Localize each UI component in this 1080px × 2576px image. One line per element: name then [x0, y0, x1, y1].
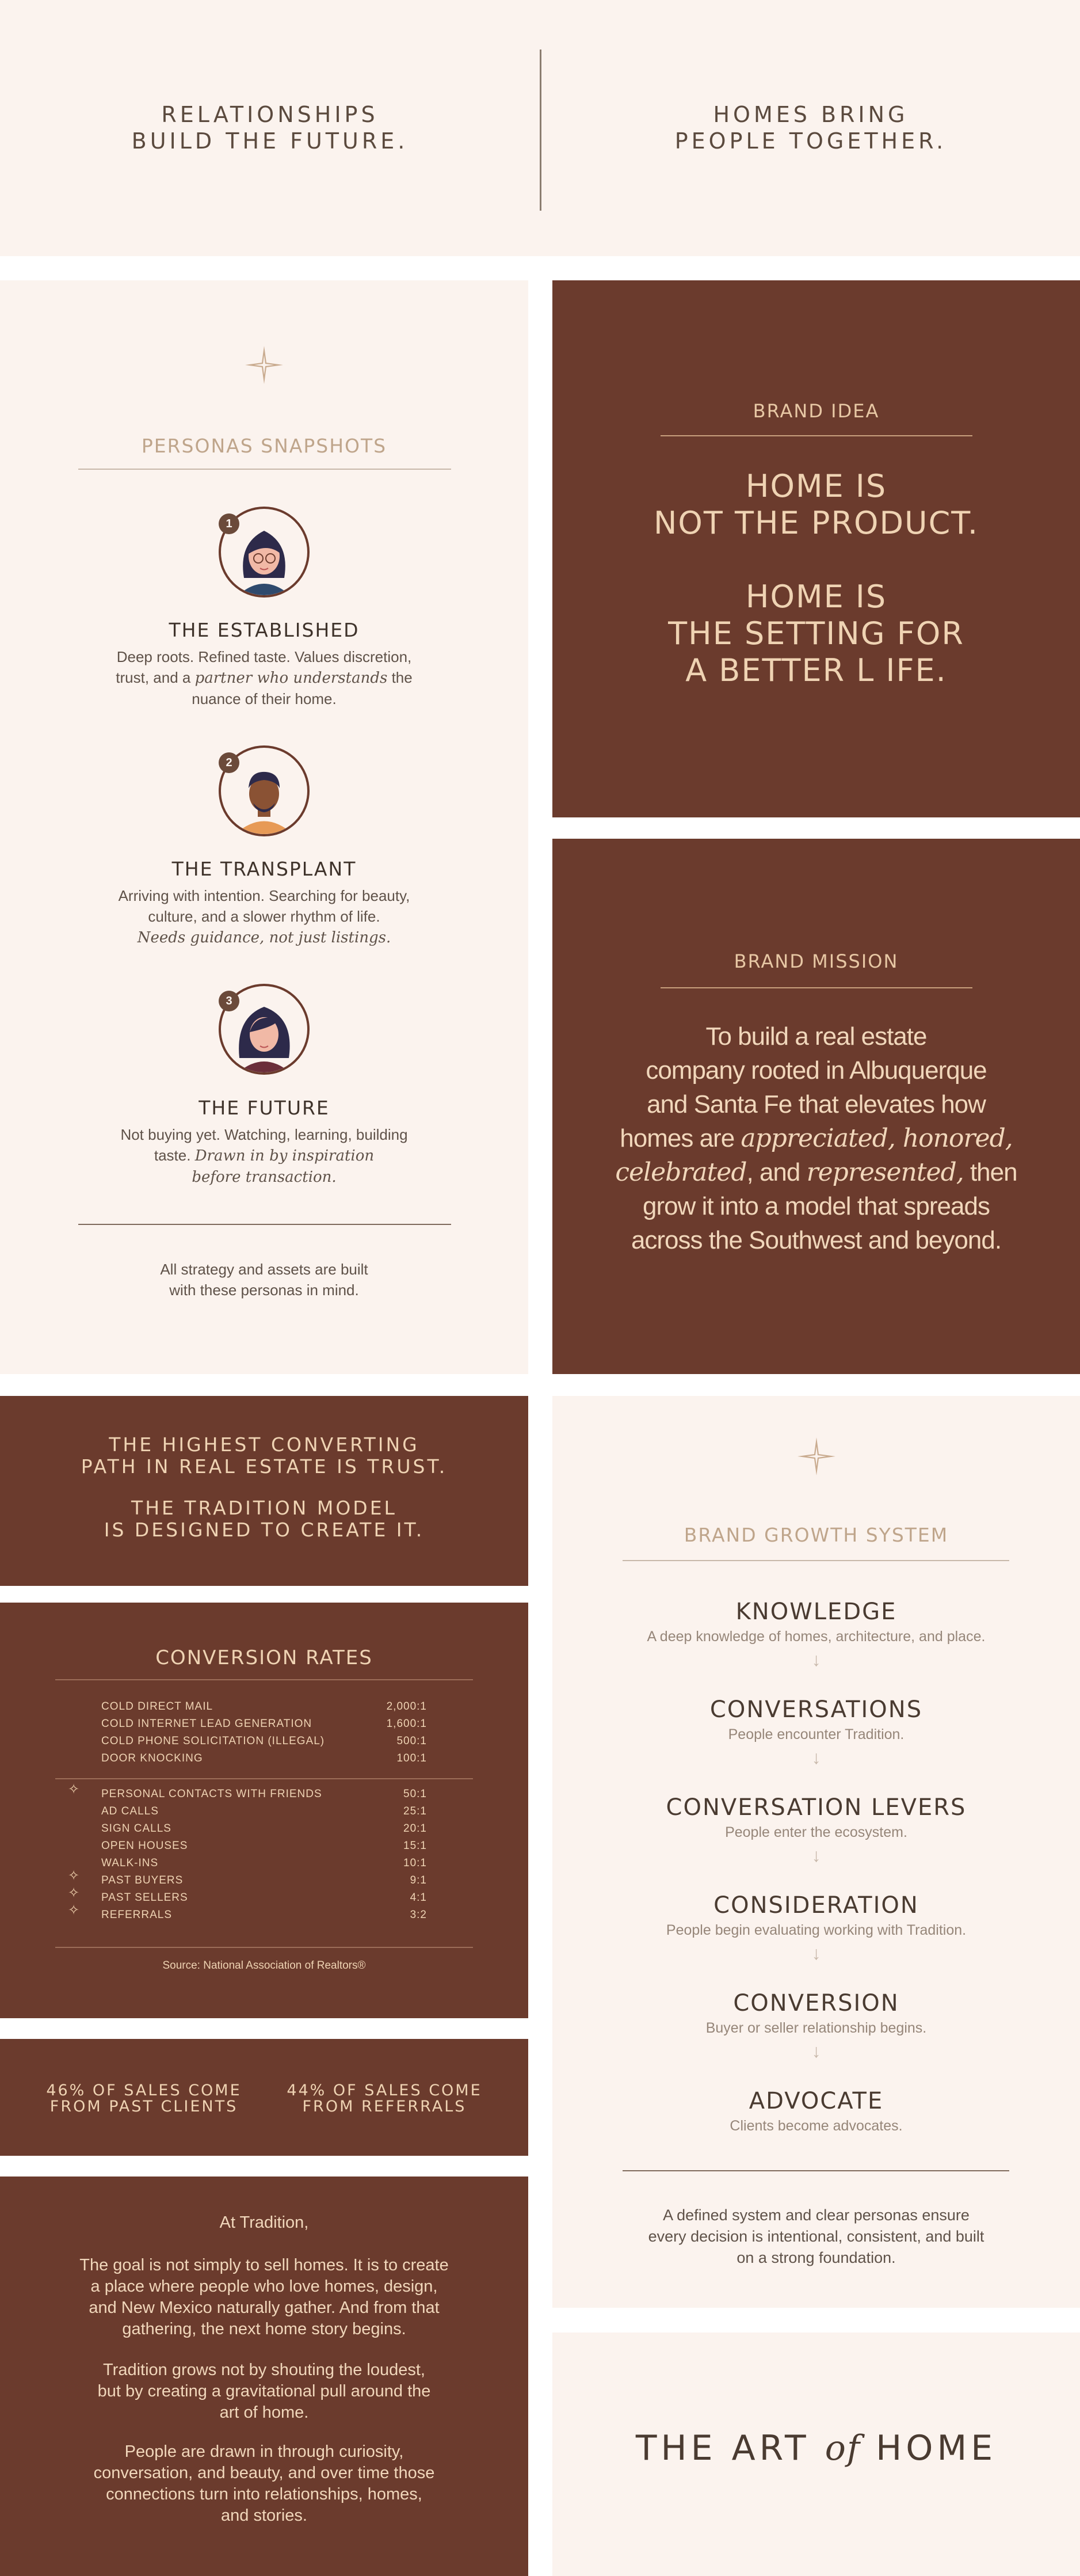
art-of-home-wordmark: THE ART of HOME: [635, 2428, 997, 2468]
brand-idea-line-1: HOME IS: [745, 468, 887, 504]
conversion-title: CONVERSION RATES: [155, 1646, 373, 1669]
tradition-p3-line: connections turn into relationships, homes,: [106, 2485, 422, 2503]
brand-mission-line-6: grow it into a model that spreads: [643, 1192, 990, 1220]
trust-line-3: THE TRADITION MODEL: [131, 1497, 397, 1519]
personas-title: PERSONAS SNAPSHOTS: [141, 435, 387, 457]
growth-step-title: ADVOCATE: [749, 2088, 884, 2114]
brand-idea-line-4: THE SETTING FOR: [668, 615, 964, 652]
persona-3-line-2: taste. Drawn in by inspiration: [154, 1147, 375, 1165]
persona-2-line-1: Arriving with intention. Searching for beauty,: [118, 887, 410, 904]
trust-line-1: THE HIGHEST CONVERTING: [109, 1433, 419, 1456]
tradition-p1-line: a place where people who love homes, design,: [90, 2277, 438, 2296]
persona-2-line-3: Needs guidance, not just listings.: [137, 929, 391, 946]
header-right-tagline: [541, 101, 1080, 154]
growth-footer-line: on a strong foundation.: [736, 2249, 896, 2266]
conversion-row: [101, 1909, 427, 1926]
header-left-line-2: BUILD THE FUTURE.: [131, 128, 409, 154]
brand-mission-statement: [552, 1019, 1080, 1257]
tradition-paragraph-1: [0, 2255, 528, 2340]
stat-past-clients-line-1: 46% OF SALES COME: [46, 2082, 242, 2099]
persona-2-name: THE TRANSPLANT: [171, 858, 357, 880]
sparkle-icon: ✧: [68, 1868, 80, 1884]
brand-mission-line-3: and Santa Fe that elevates how: [647, 1090, 986, 1118]
conversion-row: [101, 1805, 427, 1822]
conversion-label: COLD PHONE SOLICITATION (ILLEGAL): [101, 1735, 325, 1747]
growth-step-subtitle: Clients become advocates.: [730, 2118, 903, 2134]
tradition-p1-line: gathering, the next home story begins.: [122, 2320, 406, 2338]
conversion-label: COLD INTERNET LEAD GENERATION: [101, 1718, 312, 1730]
sparkle-icon: [552, 1436, 1080, 1479]
conversion-value: 15:1: [403, 1840, 427, 1852]
conversion-label: REFERRALS: [101, 1909, 173, 1921]
conversion-source: Source: National Association of Realtors®: [162, 1959, 366, 1972]
sparkle-icon: ✧: [68, 1782, 80, 1797]
growth-footer-rule: [623, 2170, 1009, 2171]
persona-3-line-3: before transaction.: [192, 1169, 337, 1186]
conversion-value: 4:1: [410, 1892, 427, 1904]
growth-step-subtitle: People begin evaluating working with Tradition.: [666, 1922, 967, 1938]
tradition-p3-line: and stories.: [221, 2506, 307, 2525]
tradition-p3-line: conversation, and beauty, and over time those: [93, 2464, 435, 2482]
tradition-p3-line: People are drawn in through curiosity,: [124, 2442, 404, 2461]
conversion-row: [101, 1752, 427, 1770]
header-right-line-1: HOMES BRING: [713, 102, 909, 127]
conversion-row: [101, 1892, 427, 1909]
growth-step-subtitle: A deep knowledge of homes, architecture, and place.: [647, 1628, 986, 1645]
stats-panel: [0, 2039, 528, 2156]
conversion-label: PERSONAL CONTACTS WITH FRIENDS: [101, 1788, 322, 1800]
conversion-label: AD CALLS: [101, 1805, 159, 1817]
conversion-value: 3:2: [410, 1909, 427, 1921]
sparkle-icon: ✧: [68, 1902, 80, 1918]
growth-step-title: CONVERSATIONS: [709, 1696, 923, 1723]
brand-idea-line-5: A BETTER L IFE.: [685, 652, 947, 688]
conversion-value: 1,600:1: [386, 1718, 427, 1730]
conversion-value: 9:1: [410, 1874, 427, 1886]
growth-title: BRAND GROWTH SYSTEM: [684, 1524, 949, 1546]
header-band: [0, 0, 1080, 256]
personas-footer-line-2: with these personas in mind.: [169, 1281, 359, 1299]
brand-mission-line-1: To build a real estate: [705, 1022, 927, 1051]
arrow-down-icon: ↓: [811, 1845, 821, 1866]
conversion-label: PAST BUYERS: [101, 1874, 184, 1886]
growth-step-subtitle: People encounter Tradition.: [728, 1726, 905, 1742]
brand-idea-statement: [552, 468, 1080, 689]
persona-3-name: THE FUTURE: [199, 1097, 330, 1119]
sparkle-icon: ✧: [68, 1885, 80, 1901]
persona-1-number-badge: 1: [219, 513, 239, 534]
tradition-p2-line: Tradition grows not by shouting the loudest,: [103, 2361, 425, 2379]
stat-referrals: [241, 2083, 528, 2115]
persona-3-description: [0, 1124, 528, 1188]
growth-footer-line: every decision is intentional, consistent, and built: [648, 2228, 984, 2245]
trust-statement: [0, 1434, 528, 1541]
stat-past-clients-line-2: FROM PAST CLIENTS: [49, 2098, 238, 2115]
arrow-down-icon: ↓: [811, 1943, 821, 1964]
brand-mission-line-5: celebrated, and represented, then: [615, 1158, 1017, 1187]
conversion-value: 2,000:1: [386, 1700, 427, 1713]
conversion-row: [101, 1874, 427, 1892]
conversion-group-rule: [55, 1778, 473, 1779]
persona-1-line-1: Deep roots. Refined taste. Values discretion,: [116, 648, 412, 665]
trust-line-2: PATH IN REAL ESTATE IS TRUST.: [81, 1455, 448, 1478]
brand-mission-line-7: across the Southwest and beyond.: [631, 1226, 1002, 1254]
stat-referrals-line-2: FROM REFERRALS: [302, 2098, 467, 2115]
conversion-title-rule: [55, 1679, 473, 1680]
conversion-value: 25:1: [403, 1805, 427, 1817]
trust-line-4: IS DESIGNED TO CREATE IT.: [104, 1519, 425, 1541]
conversion-value: 20:1: [403, 1822, 427, 1835]
tradition-p2-line: art of home.: [219, 2403, 309, 2422]
tradition-heading: At Tradition,: [219, 2213, 309, 2232]
conversion-value: 50:1: [403, 1788, 427, 1800]
persona-2-description: [0, 885, 528, 948]
growth-step-title: CONSIDERATION: [713, 1892, 919, 1919]
conversion-label: OPEN HOUSES: [101, 1840, 188, 1852]
personas-footer-rule: [78, 1224, 451, 1225]
brand-idea-panel: [552, 280, 1080, 817]
conversion-row: [101, 1840, 427, 1857]
brand-growth-panel: [552, 1396, 1080, 2308]
persona-2-number-badge: 2: [219, 752, 239, 773]
growth-footer: [552, 2205, 1080, 2269]
growth-step-subtitle: People enter the ecosystem.: [725, 1824, 907, 1840]
conversion-value: 10:1: [403, 1857, 427, 1869]
growth-step-subtitle: Buyer or seller relationship begins.: [705, 2020, 927, 2036]
growth-title-rule: [623, 1560, 1009, 1561]
conversion-row: [101, 1788, 427, 1805]
tradition-paragraph-2: [0, 2360, 528, 2423]
header-left-tagline: [0, 101, 540, 154]
conversion-rates-panel: [0, 1603, 528, 2018]
growth-step-title: KNOWLEDGE: [735, 1599, 897, 1625]
personas-title-rule: [78, 469, 451, 470]
arrow-down-icon: ↓: [811, 2041, 821, 2061]
persona-1-description: [0, 646, 528, 709]
brand-mission-label: BRAND MISSION: [734, 950, 899, 972]
growth-step-title: CONVERSATION LEVERS: [666, 1794, 967, 1821]
brand-idea-line-2: NOT THE PRODUCT.: [653, 505, 979, 541]
brand-mission-rule: [661, 987, 972, 988]
header-right-line-2: PEOPLE TOGETHER.: [674, 128, 947, 154]
tradition-paragraph-3: [0, 2441, 528, 2526]
personas-footer: [0, 1259, 528, 1300]
growth-step-title: CONVERSION: [733, 1990, 899, 2016]
personas-footer-line-1: All strategy and assets are built: [160, 1261, 368, 1278]
conversion-value: 500:1: [396, 1735, 427, 1747]
conversion-row: [101, 1718, 427, 1735]
brand-mission-line-4: homes are appreciated, honored,: [620, 1124, 1013, 1153]
trust-panel: [0, 1396, 528, 1586]
tradition-p2-line: but by creating a gravitational pull around the: [97, 2382, 431, 2400]
brand-mission-line-2: company rooted in Albuquerque: [646, 1056, 987, 1085]
tradition-p1-line: and New Mexico naturally gather. And from that: [89, 2299, 440, 2317]
persona-3-line-1: Not buying yet. Watching, learning, building: [120, 1126, 408, 1143]
conversion-row: [101, 1857, 427, 1874]
arrow-down-icon: ↓: [811, 1649, 821, 1670]
personas-panel: [0, 280, 528, 1374]
stat-referrals-line-1: 44% OF SALES COME: [287, 2082, 482, 2099]
conversion-label: DOOR KNOCKING: [101, 1752, 203, 1764]
header-left-line-1: RELATIONSHIPS: [161, 102, 379, 127]
persona-2-line-2: culture, and a slower rhythm of life.: [148, 908, 380, 925]
brand-idea-rule: [661, 435, 972, 436]
conversion-label: PAST SELLERS: [101, 1892, 188, 1904]
conversion-label: COLD DIRECT MAIL: [101, 1700, 213, 1713]
persona-1-line-3: nuance of their home.: [192, 690, 337, 707]
persona-3-number-badge: 3: [219, 991, 239, 1011]
conversion-row: [101, 1700, 427, 1718]
persona-1-name: THE ESTABLISHED: [169, 619, 360, 641]
conversion-source-rule: [55, 1947, 473, 1948]
brand-idea-label: BRAND IDEA: [753, 400, 880, 422]
conversion-label: WALK-INS: [101, 1857, 159, 1869]
conversion-label: SIGN CALLS: [101, 1822, 171, 1835]
conversion-row: [101, 1735, 427, 1752]
conversion-value: 100:1: [396, 1752, 427, 1764]
brand-mission-panel: [552, 839, 1080, 1374]
arrow-down-icon: ↓: [811, 1747, 821, 1768]
tradition-p1-line: The goal is not simply to sell homes. It is to create: [79, 2256, 449, 2274]
persona-1-line-2: trust, and a partner who understands the: [116, 669, 413, 687]
art-of-home-panel: [552, 2333, 1080, 2576]
growth-footer-line: A defined system and clear personas ensure: [663, 2206, 970, 2224]
brand-idea-line-3: HOME IS: [745, 579, 887, 615]
conversion-row: [101, 1822, 427, 1840]
tradition-panel: [0, 2177, 528, 2576]
sparkle-icon: [0, 345, 528, 388]
